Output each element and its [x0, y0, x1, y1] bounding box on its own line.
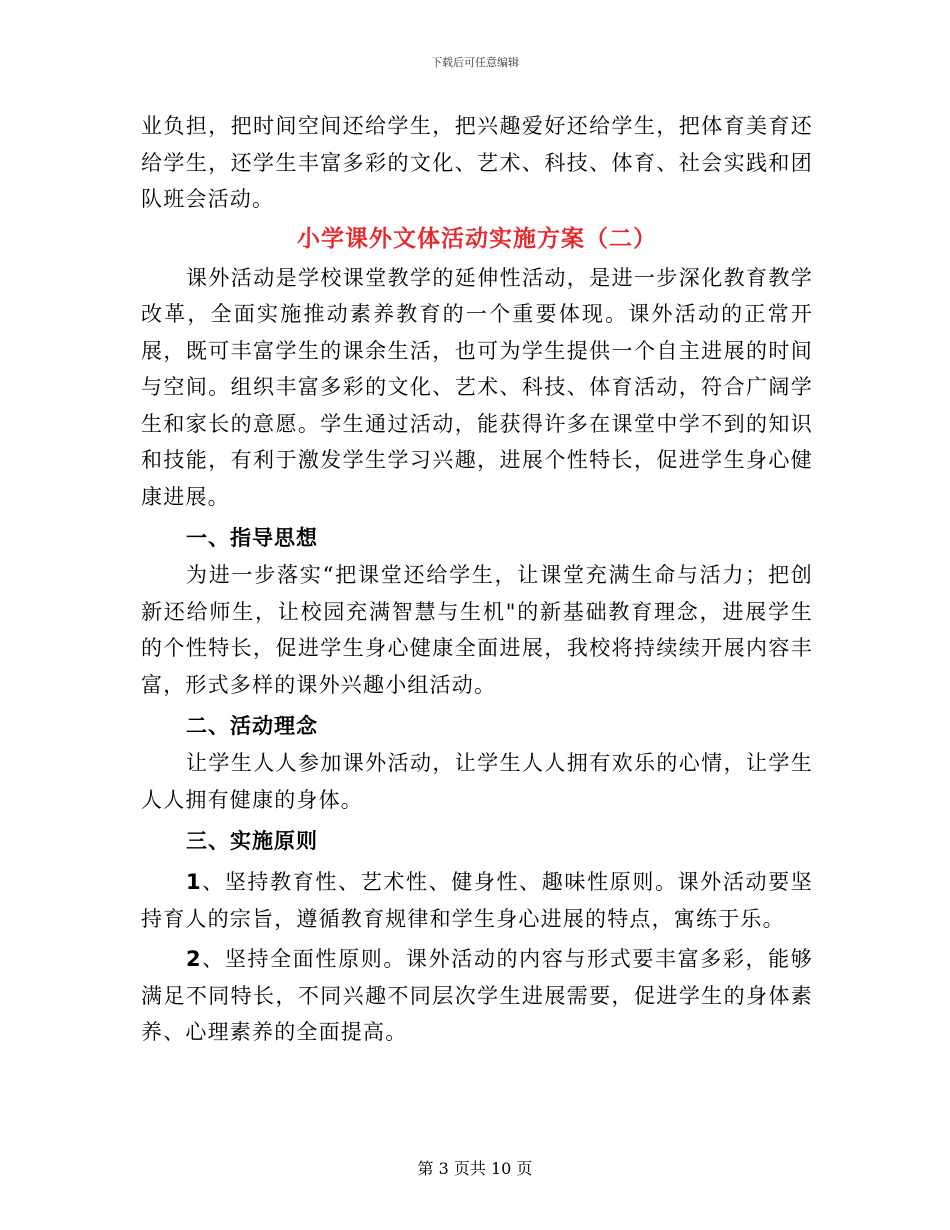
- principle-item-1-text: 、坚持教育性、艺术性、健身性、趣味性原则。课外活动要坚持育人的宗旨，遵循教育规律和学生身心进展的特点，寓练于乐。: [141, 870, 813, 931]
- principle-item-1-number: 1: [186, 870, 202, 894]
- intro-continuation: 业负担，把时间空间还给学生，把兴趣爱好还给学生，把体育美育还给学生，还学生丰富多彩的文化、艺术、科技、体育、社会实践和团队班会活动。: [141, 114, 813, 211]
- principle-item-2: [141, 941, 813, 1051]
- section-heading-guiding-ideology: 一、指导思想: [186, 526, 318, 550]
- section-text-activity-concept: 让学生人人参加课外活动，让学生人人拥有欢乐的心情，让学生人人拥有健康的身体。: [141, 751, 813, 812]
- intro-paragraph: 课外活动是学校课堂教学的延伸性活动，是进一步深化教育教学改革，全面实施推动素养教育的一个重要体现。课外活动的正常开展，既可丰富学生的课余生活，也可为学生提供一个自主进展的时间与空间。组织丰富多彩的文化、艺术、科技、体育活动，符合广阔学生和家长的意愿。学生通过活动，能获得许多在课堂中学不到的知识和技能，有利于激发学生学习兴趣，进展个性特长，促进学生身心健康进展。: [141, 265, 813, 509]
- principle-item-2-text: 、坚持全面性原则。课外活动的内容与形式要丰富多彩，能够满足不同特长，不同兴趣不同层次学生进展需要，促进学生的身体素养、心理素养的全面提高。: [141, 947, 813, 1044]
- principle-item-1: [141, 864, 813, 937]
- document-title: 小学课外文体活动实施方案（二）: [297, 225, 657, 252]
- document-body: [141, 108, 813, 1051]
- header-note: 下载后可任意编辑: [431, 56, 519, 69]
- section-heading-activity-concept: 二、活动理念: [186, 714, 318, 738]
- section-text-guiding-ideology: 为进一步落实“把课堂还给学生，让课堂充满生命与活力；把创新还给师生，让校园充满智慧与生机"的新基础教育理念，进展学生的个性特长，促进学生身心健康全面进展，我校将持续续开展内容丰富，形式多样的课外兴趣小组活动。: [141, 563, 813, 697]
- principle-item-2-number: 2: [186, 947, 202, 971]
- section-heading-principles: 三、实施原则: [186, 829, 318, 853]
- page-indicator: 第 3 页共 10 页: [417, 1159, 533, 1178]
